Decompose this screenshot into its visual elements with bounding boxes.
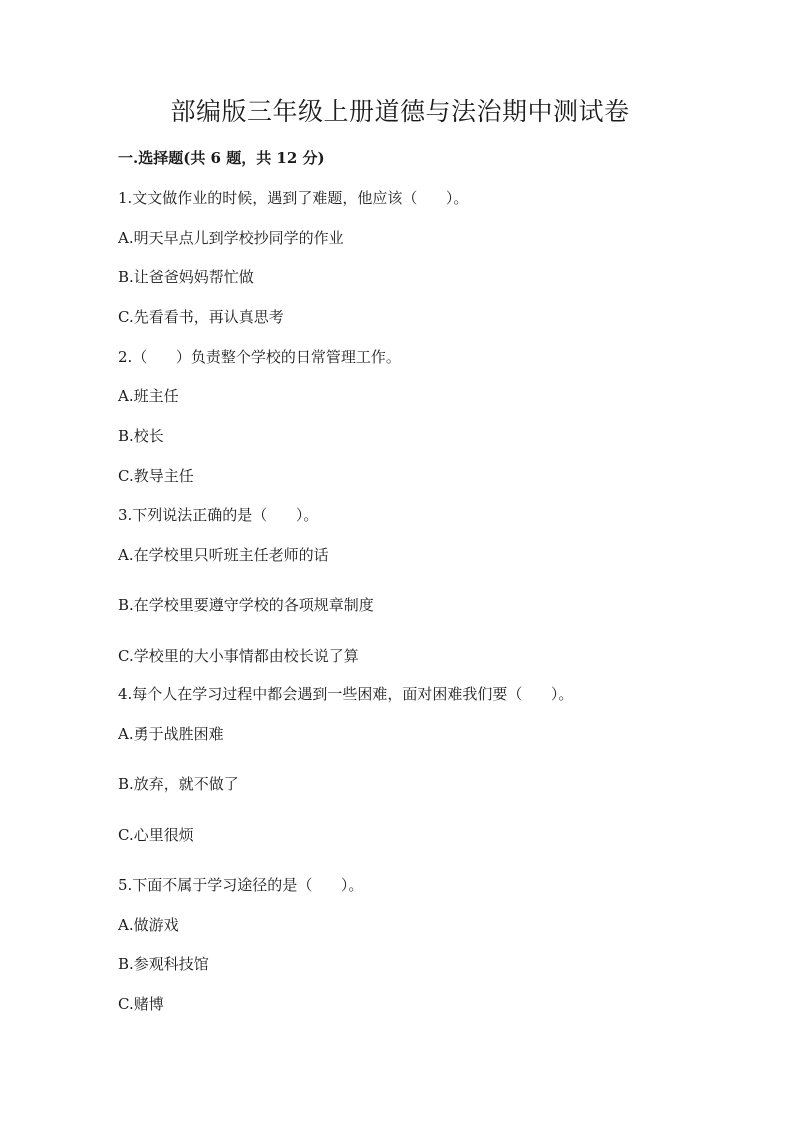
page-title: 部编版三年级上册道德与法治期中测试卷 xyxy=(170,97,630,126)
question-4-option-c: C.心里很烦 xyxy=(118,826,194,844)
question-3-option-a: A.在学校里只听班主任老师的话 xyxy=(118,546,329,564)
question-2-option-a: A.班主任 xyxy=(118,387,179,405)
question-3-option-c: C.学校里的大小事情都由校长说了算 xyxy=(118,647,359,665)
question-5-option-a: A.做游戏 xyxy=(118,916,179,934)
question-4-stem: 4.每个人在学习过程中都会遇到一些困难，面对困难我们要（ ）。 xyxy=(118,685,574,703)
question-2-option-b: B.校长 xyxy=(118,427,164,445)
question-1-option-a: A.明天早点儿到学校抄同学的作业 xyxy=(118,229,344,247)
question-3-option-b: B.在学校里要遵守学校的各项规章制度 xyxy=(118,596,374,614)
question-5-stem: 5.下面不属于学习途径的是（ ）。 xyxy=(118,876,364,894)
question-2-stem: 2.（ ）负责整个学校的日常管理工作。 xyxy=(118,348,401,366)
question-4-option-a: A.勇于战胜困难 xyxy=(118,725,224,743)
question-5-option-b: B.参观科技馆 xyxy=(118,955,209,973)
question-1-option-b: B.让爸爸妈妈帮忙做 xyxy=(118,268,254,286)
section-heading: 一.选择题(共 6 题，共 12 分) xyxy=(118,149,325,167)
question-5-option-c: C.赌博 xyxy=(118,995,164,1013)
question-3-stem: 3.下列说法正确的是（ ）。 xyxy=(118,506,319,524)
question-4-option-b: B.放弃，就不做了 xyxy=(118,775,239,793)
question-2-option-c: C.教导主任 xyxy=(118,467,194,485)
question-1-stem: 1.文文做作业的时候，遇到了难题，他应该（ ）。 xyxy=(118,189,469,207)
question-1-option-c: C.先看看书，再认真思考 xyxy=(118,308,284,326)
